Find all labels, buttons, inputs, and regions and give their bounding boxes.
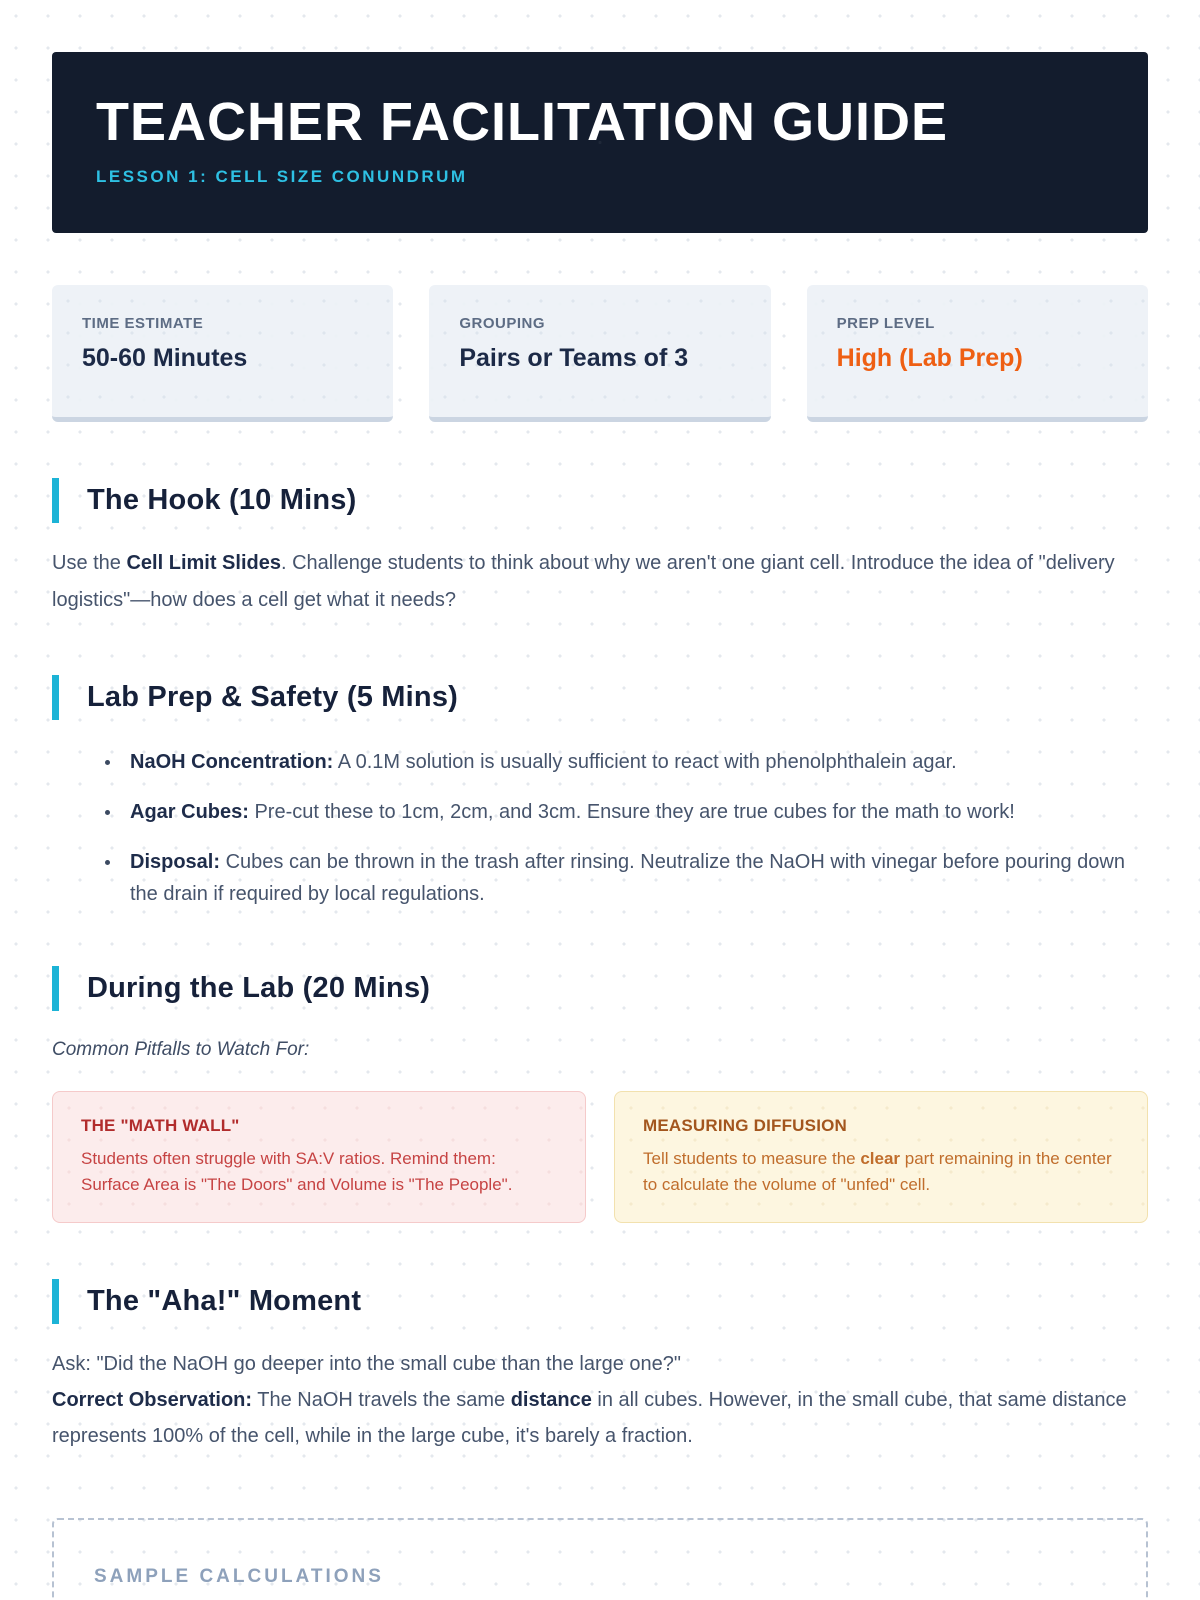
section-heading-during-lab: During the Lab (20 Mins): [52, 966, 1148, 1011]
callout-body: Students often struggle with SA:V ratios. Remind them: Surface Area is "The Doors" and Volume is "The People".: [81, 1148, 513, 1195]
callout-title: MEASURING DIFFUSION: [643, 1115, 848, 1135]
info-cards-row: [52, 285, 1148, 422]
section-during-lab: [52, 966, 1148, 1224]
card-prep-level: [807, 285, 1148, 422]
card-grouping: [429, 285, 770, 422]
callout-math-wall: [52, 1091, 586, 1224]
section-hook: [52, 478, 1148, 619]
callout-body: Tell students to measure the clear part remaining in the center to calculate the volume of "unfed" cell.: [643, 1148, 1112, 1195]
guide-header-banner: [52, 52, 1148, 233]
section-aha-moment: [52, 1279, 1148, 1454]
card-label: PREP LEVEL: [836, 314, 935, 332]
callout-title: THE "MATH WALL": [81, 1115, 240, 1135]
lab-prep-list: [52, 746, 1148, 910]
list-item-naoh: • NaOH Concentration: A 0.1M solution is usually sufficient to react with phenolphthalein agar.: [122, 746, 1148, 778]
page-title: TEACHER FACILITATION GUIDE: [96, 92, 948, 152]
aha-paragraph: [52, 1346, 1148, 1454]
hook-paragraph: Use the Cell Limit Slides. Challenge students to think about why we aren't one giant cell. Introduce the idea of "delivery logistics"—how does a cell get what it needs?: [52, 551, 1115, 611]
card-value-highlighted: High (Lab Prep): [836, 343, 1023, 372]
section-heading-lab-prep: Lab Prep & Safety (5 Mins): [52, 675, 1148, 720]
pitfalls-intro: Common Pitfalls to Watch For:: [52, 1038, 310, 1060]
aha-observation-line: Correct Observation: The NaOH travels the same distance in all cubes. However, in the small cube, that same distance represents 100% of the cell, while in the large cube, it's barely a fraction.: [52, 1389, 1127, 1448]
section-lab-prep: [52, 675, 1148, 910]
card-value: Pairs or Teams of 3: [459, 343, 689, 372]
card-time-estimate: [52, 285, 393, 422]
card-label: GROUPING: [459, 314, 546, 332]
section-heading-aha: The "Aha!" Moment: [52, 1279, 1148, 1324]
aha-question-line: Ask: "Did the NaOH go deeper into the small cube than the large one?": [52, 1353, 682, 1376]
section-heading-hook: The Hook (10 Mins): [52, 478, 1148, 523]
list-item-disposal: • Disposal: Cubes can be thrown in the trash after rinsing. Neutralize the NaOH with vinegar before pouring down the drain if required by local regulations.: [122, 846, 1148, 910]
list-item-agar-cubes: • Agar Cubes: Pre-cut these to 1cm, 2cm, and 3cm. Ensure they are true cubes for the math to work!: [122, 796, 1148, 828]
card-label: TIME ESTIMATE: [82, 314, 204, 332]
sample-calculations-title: SAMPLE CALCULATIONS: [94, 1566, 384, 1588]
callout-measuring-diffusion: [614, 1091, 1148, 1224]
sample-calculations-box: [52, 1518, 1148, 1600]
card-value: 50-60 Minutes: [82, 343, 248, 372]
pitfall-callouts: [52, 1091, 1148, 1224]
lesson-subtitle: LESSON 1: CELL SIZE CONUNDRUM: [96, 166, 468, 186]
